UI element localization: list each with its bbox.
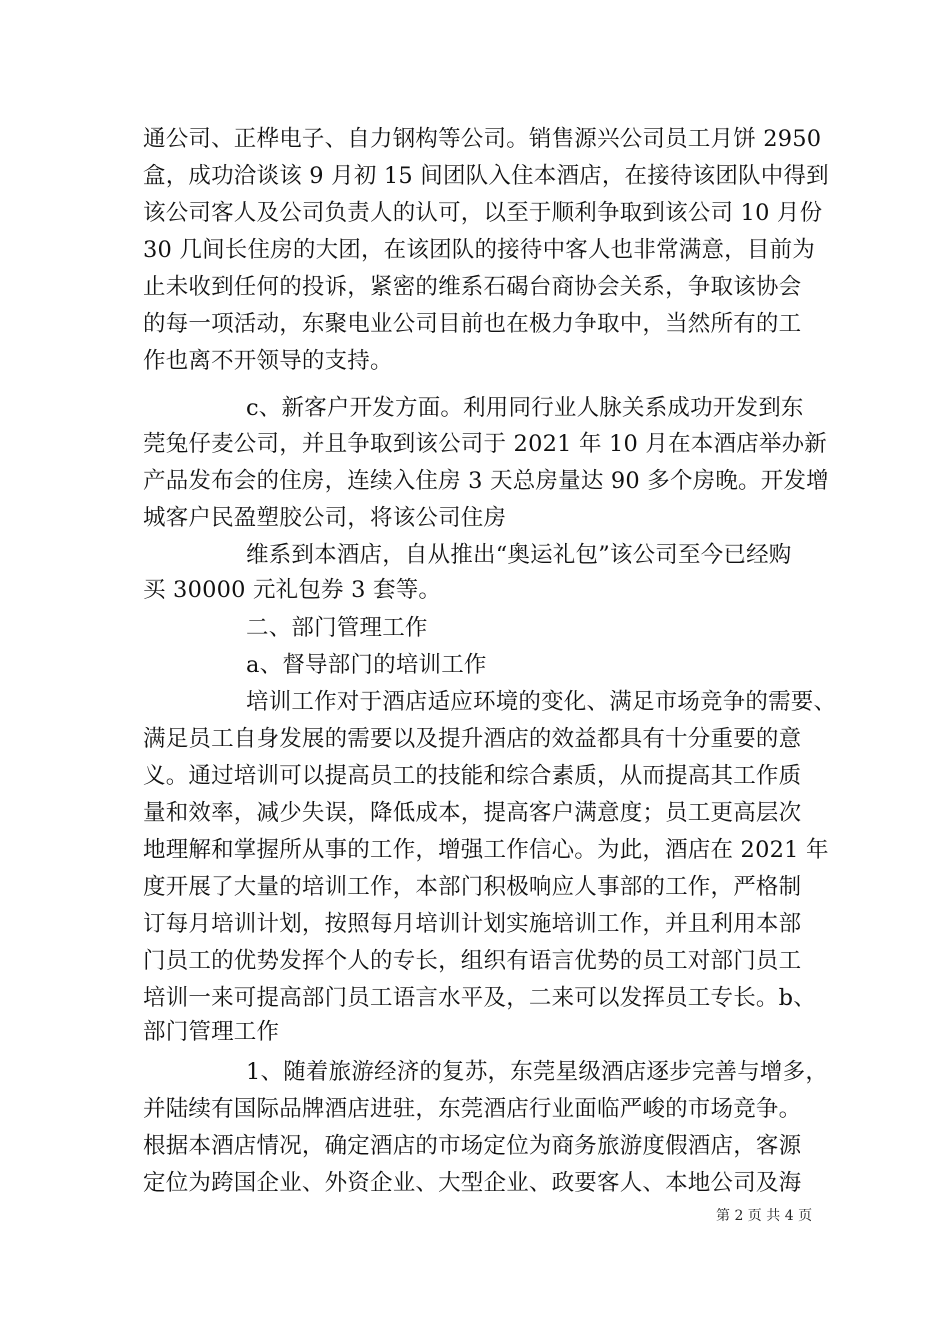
- text-line: 根据本酒店情况，确定酒店的市场定位为商务旅游度假酒店，客源: [143, 1133, 802, 1159]
- text-line: 地理解和掌握所从事的工作，增强工作信心。为此，酒店在 2021 年: [143, 837, 829, 863]
- text-line: 通公司、正桦电子、自力钢构等公司。销售源兴公司员工月饼 2950: [143, 126, 822, 152]
- text-line: 该公司客人及公司负责人的认可，以至于顺利争取到该公司 10 月份: [143, 200, 823, 226]
- text-line: 盒，成功洽谈该 9 月初 15 间团队入住本酒店，在接待该团队中得到: [143, 163, 829, 189]
- text-line: 度开展了大量的培训工作，本部门积极响应人事部的工作，严格制: [143, 874, 802, 900]
- text-line: 1、随着旅游经济的复苏，东莞星级酒店逐步完善与增多，: [246, 1059, 829, 1085]
- text-line: 的每一项活动，东聚电业公司目前也在极力争取中，当然所有的工: [143, 311, 802, 337]
- text-line: 满足员工自身发展的需要以及提升酒店的效益都具有十分重要的意: [143, 726, 802, 752]
- page-footer: 第 2 页 共 4 页: [716, 1208, 813, 1224]
- section-heading: 二、部门管理工作: [246, 615, 428, 641]
- text-line: 培训工作对于酒店适应环境的变化、满足市场竞争的需要、: [246, 689, 837, 715]
- text-line: 义。通过培训可以提高员工的技能和综合素质，从而提高其工作质: [143, 763, 802, 789]
- text-line: 产品发布会的住房，连续入住房 3 天总房量达 90 多个房晚。开发增: [143, 468, 829, 494]
- text-line: 作也离不开领导的支持。: [143, 348, 393, 374]
- text-line: 维系到本酒店，自从推出“奥运礼包”该公司至今已经购: [246, 542, 792, 568]
- text-line: 门员工的优势发挥个人的专长，组织有语言优势的员工对部门员工: [143, 948, 802, 974]
- text-line: c、新客户开发方面。利用同行业人脉关系成功开发到东: [246, 395, 804, 421]
- text-line: 培训一来可提高部门员工语言水平及，二来可以发挥员工专长。b、: [143, 985, 816, 1011]
- text-line: 30 几间长住房的大团，在该团队的接待中客人也非常满意，目前为: [143, 237, 815, 263]
- text-line: 定位为跨国企业、外资企业、大型企业、政要客人、本地公司及海: [143, 1170, 802, 1196]
- text-line: 部门管理工作: [143, 1019, 280, 1045]
- text-line: 订每月培训计划，按照每月培训计划实施培训工作，并且利用本部: [143, 911, 802, 937]
- text-line: 城客户民盈塑胶公司，将该公司住房: [143, 505, 507, 531]
- text-line: 量和效率，减少失误，降低成本，提高客户满意度；员工更高层次: [143, 800, 802, 826]
- text-line: 莞兔仔麦公司，并且争取到该公司于 2021 年 10 月在本酒店举办新: [143, 431, 828, 457]
- text-line: 买 30000 元礼包券 3 套等。: [143, 577, 442, 603]
- text-line: 止未收到任何的投诉，紧密的维系石碣台商协会关系，争取该协会: [143, 274, 802, 300]
- subsection-heading: a、督导部门的培训工作: [246, 652, 487, 678]
- text-line: 并陆续有国际品牌酒店进驻，东莞酒店行业面临严峻的市场竞争。: [143, 1096, 802, 1122]
